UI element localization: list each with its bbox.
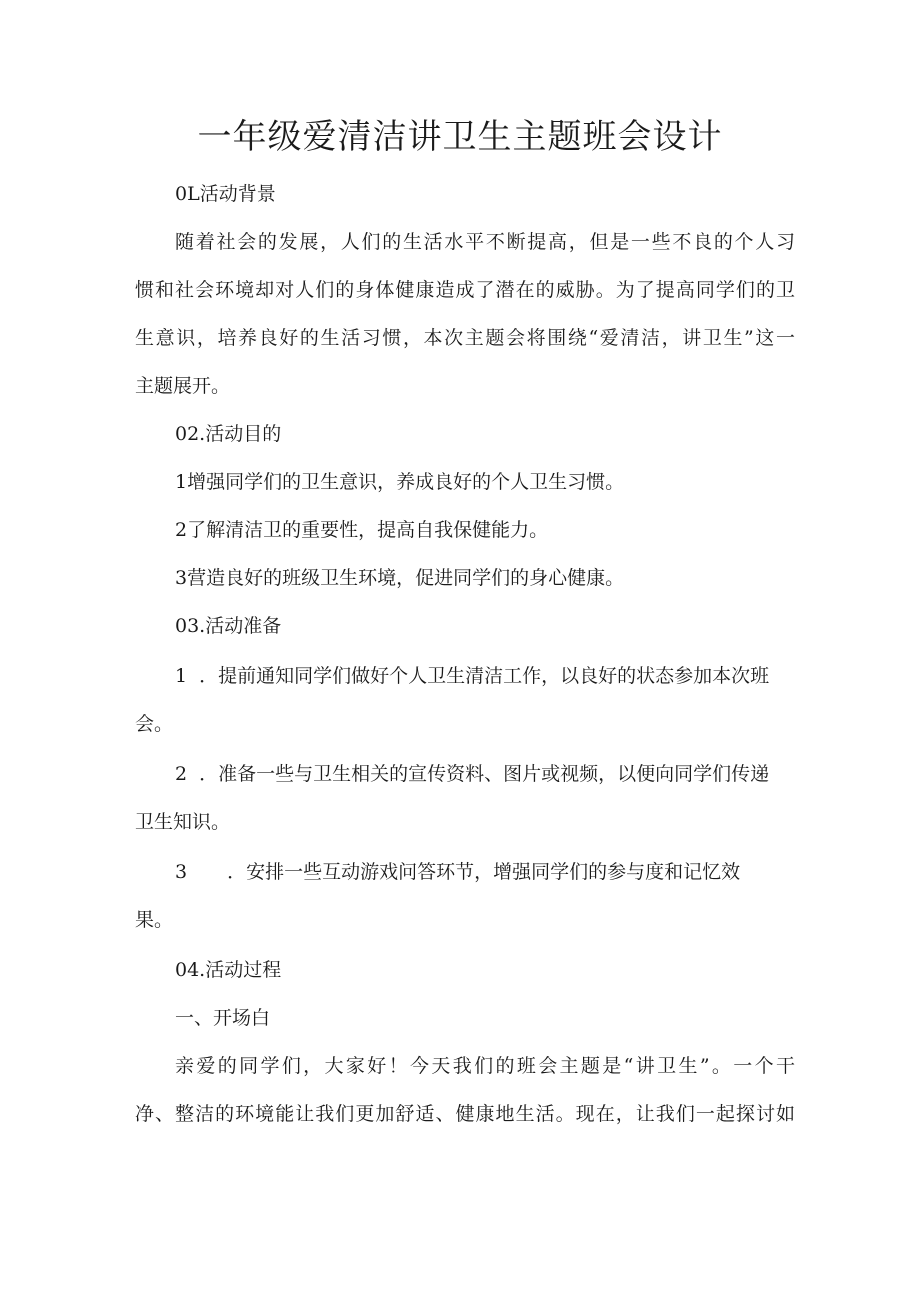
paragraph-line: 净、整洁的环境能让我们更加舒适、健康地生活。现在，让我们一起探讨如	[135, 1103, 795, 1125]
list-item: 3营造良好的班级卫生环境，促进同学们的身心健康。	[175, 567, 625, 589]
document-title: 一年级爱清洁讲卫生主题班会设计	[197, 117, 723, 157]
paragraph-line: 果。	[135, 909, 174, 931]
item-text: ．安排一些互动游戏问答环节，增强同学们的参与度和记忆效	[227, 861, 741, 883]
section-heading-purpose: 02.活动目的	[175, 423, 282, 445]
item-number: 1	[175, 665, 188, 687]
list-item	[175, 662, 795, 690]
section-heading-preparation: 03.活动准备	[175, 615, 282, 637]
item-number: 2	[175, 763, 188, 785]
paragraph-line: 会。	[135, 713, 174, 735]
paragraph-line: 惯和社会环境却对人们的身体健康造成了潜在的威胁。为了提高同学们的卫	[135, 279, 795, 301]
item-text: ．提前通知同学们做好个人卫生清洁工作，以良好的状态参加本次班	[199, 665, 770, 687]
paragraph-line: 随着社会的发展，人们的生活水平不断提高，但是一些不良的个人习	[175, 231, 795, 253]
list-item: 1增强同学们的卫生意识，养成良好的个人卫生习惯。	[175, 471, 625, 493]
item-text: ．准备一些与卫生相关的宣传资料、图片或视频，以便向同学们传递	[199, 763, 770, 785]
subheading: 一、开场白	[175, 1007, 271, 1029]
paragraph-line: 卫生知识。	[135, 811, 231, 833]
section-heading-process: 04.活动过程	[175, 959, 282, 981]
paragraph-line: 亲爱的同学们，大家好！今天我们的班会主题是“讲卫生”。一个干	[175, 1055, 795, 1077]
section-heading-background: 0L活动背景	[175, 183, 276, 205]
list-item: 2了解清洁卫的重要性，提高自我保健能力。	[175, 519, 549, 541]
list-item	[175, 858, 795, 886]
paragraph-line: 主题展开。	[135, 375, 231, 397]
list-item	[175, 760, 795, 788]
paragraph-line: 生意识，培养良好的生活习惯，本次主题会将围绕“爱清洁，讲卫生”这一	[135, 327, 795, 349]
item-number: 3	[175, 861, 188, 883]
